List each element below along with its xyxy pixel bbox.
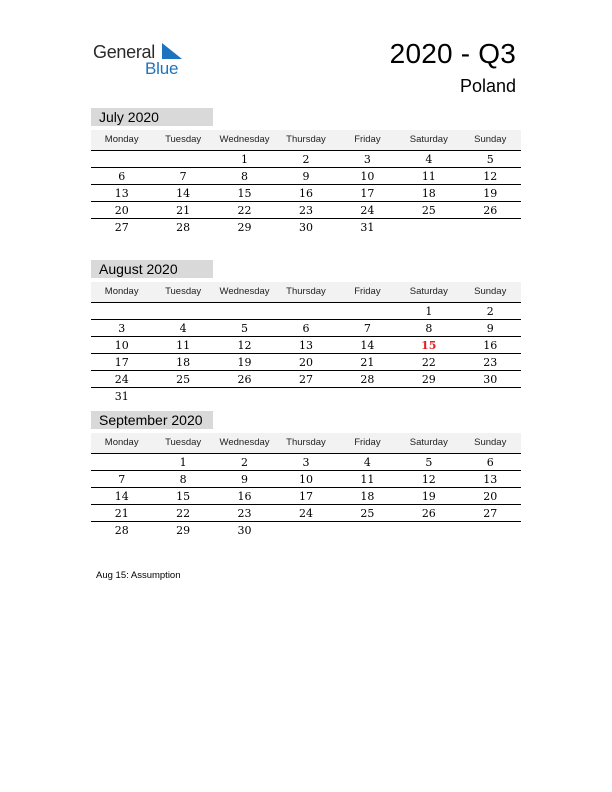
- logo-triangle-icon: [162, 43, 182, 59]
- day-cell: [152, 151, 213, 167]
- day-cell: 3: [302, 456, 310, 469]
- day-cell: 16: [483, 339, 498, 352]
- week-row: [91, 388, 521, 404]
- day-cell: 23: [237, 507, 252, 520]
- month-label: July 2020: [91, 108, 213, 126]
- day-cell: 17: [114, 356, 129, 369]
- week-row: [91, 202, 521, 219]
- day-cell: 20: [483, 490, 498, 503]
- day-cell: [398, 219, 459, 235]
- month-calendar: [91, 260, 521, 404]
- day-cell: [398, 522, 459, 538]
- day-cell: 18: [421, 187, 436, 200]
- weekday-header: Saturday: [409, 286, 448, 297]
- day-cell: [214, 388, 275, 404]
- logo-general-text: General: [93, 42, 155, 62]
- weekday-header: Thursday: [286, 134, 326, 145]
- week-row: [91, 371, 521, 388]
- day-cell: 22: [237, 204, 252, 217]
- day-cell: 29: [176, 524, 191, 537]
- day-cell: 25: [421, 204, 436, 217]
- day-cell: 24: [114, 373, 129, 386]
- weekday-header: Sunday: [474, 286, 507, 297]
- day-cell: [460, 219, 521, 235]
- day-cell: [275, 303, 336, 319]
- day-cell: 30: [483, 373, 498, 386]
- day-cell: 1: [179, 456, 187, 469]
- weekday-header: Saturday: [409, 134, 448, 145]
- day-cell: 12: [421, 473, 436, 486]
- day-cell: 5: [425, 456, 433, 469]
- day-cell: 30: [237, 524, 252, 537]
- month-calendar: [91, 411, 521, 538]
- day-cell: [275, 388, 336, 404]
- day-cell: 31: [114, 390, 129, 403]
- day-cell: 3: [363, 153, 371, 166]
- day-cell: 1: [425, 305, 433, 318]
- day-cell: 5: [241, 322, 249, 335]
- day-cell: 15: [176, 490, 191, 503]
- week-row: [91, 303, 521, 320]
- week-row: [91, 454, 521, 471]
- day-cell: 22: [176, 507, 191, 520]
- day-cell: [460, 522, 521, 538]
- day-cell: 29: [421, 373, 436, 386]
- day-cell: 25: [360, 507, 375, 520]
- week-row: [91, 522, 521, 538]
- day-cell: 20: [114, 204, 129, 217]
- weekday-header: Sunday: [474, 134, 507, 145]
- day-cell: [337, 388, 398, 404]
- month-calendar: [91, 108, 521, 235]
- day-cell: 30: [298, 221, 313, 234]
- weekday-header: Thursday: [286, 437, 326, 448]
- holiday-footnote: Aug 15: Assumption: [96, 570, 181, 581]
- day-cell: 22: [421, 356, 436, 369]
- day-cell: 21: [176, 204, 191, 217]
- week-row: [91, 337, 521, 354]
- day-cell: 24: [360, 204, 375, 217]
- day-cell: [91, 454, 152, 470]
- day-cell: 16: [237, 490, 252, 503]
- weekday-header: Sunday: [474, 437, 507, 448]
- day-cell: [91, 151, 152, 167]
- day-cell: 5: [486, 153, 494, 166]
- weekday-header: Friday: [354, 286, 381, 297]
- week-row: [91, 219, 521, 235]
- day-cell: 28: [360, 373, 375, 386]
- day-cell: 4: [363, 456, 371, 469]
- day-cell: 17: [360, 187, 375, 200]
- day-cell: 6: [486, 456, 494, 469]
- day-cell: 8: [179, 473, 187, 486]
- day-cell: 2: [241, 456, 249, 469]
- day-cell: 2: [486, 305, 494, 318]
- day-cell: [91, 303, 152, 319]
- day-cell: 13: [114, 187, 129, 200]
- day-cell: 4: [179, 322, 187, 335]
- day-cell: 11: [176, 339, 191, 352]
- weekday-header: Friday: [354, 437, 381, 448]
- page-title: 2020 - Q3: [389, 38, 516, 69]
- day-cell: 4: [425, 153, 433, 166]
- week-row: [91, 471, 521, 488]
- day-cell: 8: [241, 170, 249, 183]
- day-cell: 8: [425, 322, 433, 335]
- day-cell: 6: [302, 322, 310, 335]
- week-row: [91, 320, 521, 337]
- weekday-header: Tuesday: [165, 286, 202, 297]
- logo-blue-text: Blue: [145, 59, 179, 78]
- weekday-header: Thursday: [286, 286, 326, 297]
- day-cell: 21: [360, 356, 375, 369]
- day-cell: 11: [360, 473, 375, 486]
- day-cell: [152, 303, 213, 319]
- month-label: August 2020: [91, 260, 213, 278]
- holiday-day-cell: 15: [421, 339, 437, 352]
- day-cell: 12: [483, 170, 498, 183]
- day-cell: 27: [114, 221, 129, 234]
- day-cell: 28: [114, 524, 129, 537]
- day-cell: 28: [176, 221, 191, 234]
- day-cell: 24: [298, 507, 313, 520]
- weekday-header: Tuesday: [165, 134, 202, 145]
- day-cell: [337, 522, 398, 538]
- day-cell: [460, 388, 521, 404]
- day-cell: 13: [298, 339, 313, 352]
- day-cell: 27: [483, 507, 498, 520]
- week-row: [91, 151, 521, 168]
- day-cell: 27: [298, 373, 313, 386]
- day-cell: 17: [298, 490, 313, 503]
- day-cell: 6: [118, 170, 126, 183]
- day-cell: 7: [363, 322, 371, 335]
- weekday-header-row: [91, 130, 521, 151]
- day-cell: 10: [360, 170, 375, 183]
- week-row: [91, 505, 521, 522]
- day-cell: 23: [298, 204, 313, 217]
- day-cell: 10: [114, 339, 129, 352]
- day-cell: 2: [302, 153, 310, 166]
- weekday-header: Monday: [104, 134, 139, 145]
- day-cell: 20: [298, 356, 313, 369]
- day-cell: 1: [241, 153, 249, 166]
- weekday-header: Monday: [104, 437, 139, 448]
- day-cell: 11: [421, 170, 436, 183]
- day-cell: 21: [114, 507, 129, 520]
- day-cell: 14: [114, 490, 129, 503]
- day-cell: 9: [241, 473, 249, 486]
- day-cell: 18: [360, 490, 375, 503]
- day-cell: 31: [360, 221, 375, 234]
- weekday-header: Wednesday: [219, 134, 270, 145]
- day-cell: 29: [237, 221, 252, 234]
- day-cell: 16: [298, 187, 313, 200]
- day-cell: 18: [176, 356, 191, 369]
- weekday-header: Wednesday: [219, 437, 270, 448]
- day-cell: 14: [176, 187, 191, 200]
- day-cell: [152, 388, 213, 404]
- day-cell: [214, 303, 275, 319]
- weekday-header-row: [91, 433, 521, 454]
- weekday-header: Friday: [354, 134, 381, 145]
- day-cell: 25: [176, 373, 191, 386]
- day-cell: 19: [421, 490, 436, 503]
- day-cell: 9: [302, 170, 310, 183]
- day-cell: 12: [237, 339, 252, 352]
- day-cell: 23: [483, 356, 498, 369]
- day-cell: [398, 388, 459, 404]
- day-cell: 26: [483, 204, 498, 217]
- day-cell: 9: [486, 322, 494, 335]
- day-cell: 19: [483, 187, 498, 200]
- day-cell: 10: [298, 473, 313, 486]
- month-label: September 2020: [91, 411, 213, 429]
- day-cell: 15: [237, 187, 252, 200]
- week-row: [91, 168, 521, 185]
- day-cell: 7: [118, 473, 126, 486]
- weekday-header: Tuesday: [165, 437, 202, 448]
- week-row: [91, 488, 521, 505]
- day-cell: 7: [179, 170, 187, 183]
- week-row: [91, 354, 521, 371]
- weekday-header: Saturday: [409, 437, 448, 448]
- day-cell: 26: [237, 373, 252, 386]
- day-cell: [275, 522, 336, 538]
- day-cell: 14: [360, 339, 375, 352]
- weekday-header-row: [91, 282, 521, 303]
- generalblue-logo: [93, 40, 193, 80]
- day-cell: 26: [421, 507, 436, 520]
- day-cell: 13: [483, 473, 498, 486]
- day-cell: 3: [118, 322, 126, 335]
- weekday-header: Wednesday: [219, 286, 270, 297]
- week-row: [91, 185, 521, 202]
- weekday-header: Monday: [104, 286, 139, 297]
- day-cell: [337, 303, 398, 319]
- country-name: Poland: [459, 76, 516, 96]
- day-cell: 19: [237, 356, 252, 369]
